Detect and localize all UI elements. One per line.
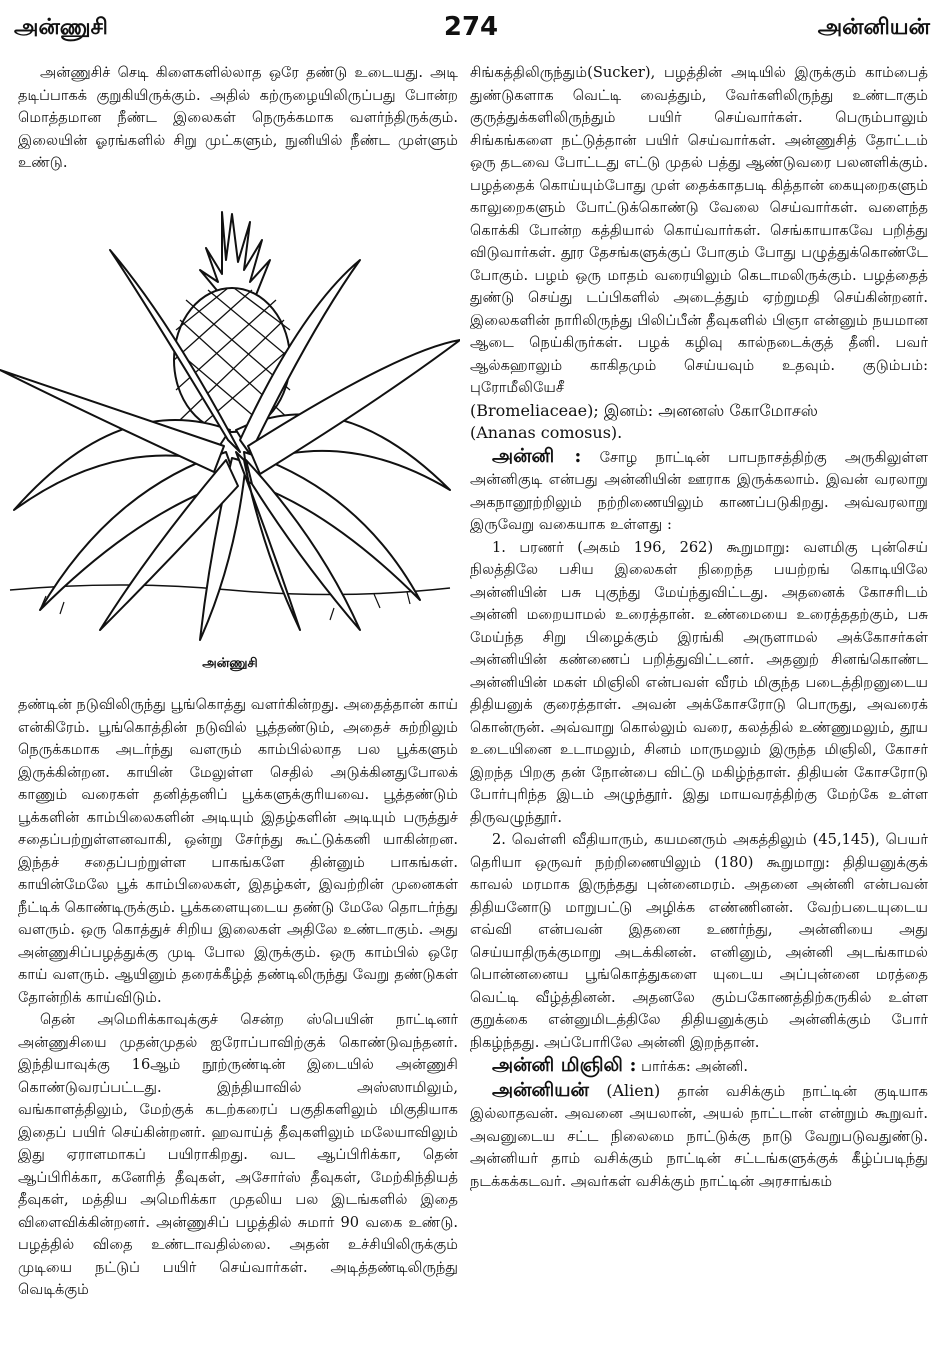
paragraph: தண்டின் நடுவிலிருந்து பூங்கொத்து வளர்கின்றது. அதைத்தான் காய் என்கிரேம். பூங்கொத்தின் நடுவில் பூத்தண்டும், அதைச் சுற்றிலும் நெருக்கமாக அடர்ந்து வளரும் காம்பில்லாத பல பூக்களும் இருக்கின்றன. காயின் மேலுள்ள செதில் அடுக்கினதுபோலக் காணும் வரைகள் தனித்தனிப் பூக்களுக்குரியவை. பூத்தண்டும் பூக்களின் காம்பிலைகளின் அடியும் இதழ்களின் அடியும் பருத்துச் சதைப்பற்றுள்ளனவாகி, ஒன்று சேர்ந்து கூட்டுக்கனி யாகின்றன. இந்தச் சதைப்பற்றுள்ள பாகங்களே தின்னும் பாகங்கள். காயின்மேலே பூக் காம்பிலைகள், இதழ்கள், இவற்றின் முனைகள் நீட்டிக் கொண்டிருக்கும். பூக்களையுடைய தண்டு மேலே தொடர்ந்து வளரும். ஒரு கொத்துச் சிறிய இலைகள் அதிலே உண்டாகும். அது அன்ணுசிப்பழத்துக்கு முடி போல இருக்கும். ஒரு காம்பில் ஒரே காய் வளரும். ஆயினும் தரைக்கீழ்த் தண்டிலிருந்து வேறு தண்டுகள் தோன்றிக் காய்விடும். <box>18 696 458 1006</box>
page-number: 274 <box>443 12 499 42</box>
english-term: (Alien) <box>606 1080 661 1100</box>
paragraph: தென் அமெரிக்காவுக்குச் சென்ற ஸ்பெயின் நாட்டினர் அன்ணுசியை முதன்முதல் ஐரோப்பாவிற்குக் கொண்டுவந்தனர். இந்தியாவுக்கு 16ஆம் நூற்ருண்டின் இடையில் அன்ணுசி கொண்டுவரப்பட்டது. இந்தியாவில் அஸ்ஸாமிலும், வங்காளத்திலும், மேற்குக் கடற்கரைப் பகுதிகளிலும் மிகுதியாக இதைப் பயிர் செய்கின்றனர். ஹவாய்த் தீவுகளிலும் மலேயாவிலும் இது ஏராளமாகப் பயிராகிறது. வட ஆப்பிரிக்கா, தென் ஆப்பிரிக்கா, கனேரித் தீவுகள், அசோர்ஸ் தீவுகள், மேற்கிந்தியத் தீவுகள், மத்திய அமெரிக்கா முதலிய பல இடங்களில் இதை விளைவிக்கின்றனர். அன்ணுசிப் பழத்தில் சுமார் 90 வகை உண்டு. பழத்தில் விதை உண்டாவதில்லை. அதன் உச்சியிலிருக்கும் முடியை நட்டுப் பயிர் செய்வார்கள். அடித்தண்டிலிருந்து வெடிக்கும் <box>18 1011 458 1298</box>
left-column-bottom <box>18 694 458 1302</box>
entry-heading-alien: அன்னியன் <box>492 1078 589 1101</box>
entry-text: பார்க்க: அன்னி. <box>641 1058 748 1075</box>
entry-text: சோழ நாட்டின் பாபநாசத்திற்கு அருகிலுள்ள அன்னிகுடி என்பது அன்னியின் ஊராக இருக்கலாம். இவன் வரலாறு அகநானூற்றிலும் நற்றிணையிலும் காணப்படுகிறது. அவ்வரலாறு இருவேறு வகையாக உள்ளது : <box>470 448 928 533</box>
entry-heading-annie: அன்னி : <box>492 444 582 467</box>
right-column <box>470 62 928 1193</box>
entry-text: தான் வசிக்கும் நாட்டின் குடியாக இல்லாதவன். அவனை அயலான், அயல் நாட்டான் என்றும் கூறுவர். அவனுடைய சட்ட நிலைமை நாட்டுக்கு நாடு வேறுபடுவதுண்டு. அன்னியர் தாம் வசிக்கும் நாட்டின் சட்டங்களுக்குக் கீழ்ப்படிந்து நடக்கக்கடவர். அவர்கள் வசிக்கும் நாட்டின் அரசாங்கம் <box>470 1082 929 1190</box>
paragraph: 1. பரணர் (அகம் 196, 262) கூறுமாறு: வளமிகு புன்செய் நிலத்திலே பசிய இலைகள் நிறைந்த பயற்றங் கொடியிலே அன்னியின் பசு புகுந்து மேய்ந்துவிட்டது. அதனைக் கோசரிடம் அன்னி மறையாமல் உரைத்தான். உண்மையை உரைத்ததற்கும், பசு மேய்ந்த சிறு பிழைக்கும் இரங்கி அருளாமல் அக்கோசர்கள் அன்னியின் கண்ணைப் பறித்துவிட்டனர். அதனுற் சினங்கொண்ட அன்னியின் மகள் மிஞிலி என்பவள் வீரம் மிகுந்த படைத்திறனுடைய திதியனுக் குரைத்தாள். அவன் அக்கோசரோடு பொருது, அவரைக் கொன்ருன். அவ்வாறு கொல்லும் வரை, கலத்தில் உண்ணுமலும், தூய உடையினை உடாமலும், சினம் மாருமலும் இருந்த மிஞிலி, கோசர் இறந்த பிறகு தன் நோன்பை விட்டு மகிழ்ந்தாள். திதியன் கோசரோடு போர்புரிந்த இடம் அழுந்தூர். இது மாயவரத்திற்கு மேற்கே உள்ள திருவழுந்தூர். <box>470 538 928 826</box>
running-head-left: அன்ணுசி <box>14 14 108 40</box>
left-column-top <box>18 62 458 175</box>
entry-heading-annie-minjili: அன்னி மிஞிலி : <box>492 1054 637 1076</box>
scientific-name-line: (Bromeliaceae); இனம்: அனனஸ் கோமோசஸ் <box>470 400 818 420</box>
scientific-name-line: (Ananas comosus). <box>470 423 623 442</box>
running-head-right: அன்னியன் <box>817 14 930 40</box>
paragraph: 2. வெள்ளி வீதியாரும், கயமனரும் அகத்திலும் (45,145), பெயர் தெரியா ஒருவர் நற்றிணையிலும் (180) கூறுமாறு: திதியனுக்குக் காவல் மரமாக இருந்தது புன்னைமரம். அதனை அன்னி என்பவன் திதியனோடு மாறுபட்டு அழிக்க எண்ணினன். வேற்படையுடைய எவ்வி என்பவன் இதனை உணர்ந்து, அன்னியை அது செய்யாதிருக்குமாறு அடக்கினன். எனினும், அன்னி அடங்காமல் பொன்னனைய பூங்கொத்துகளை யுடைய அப்புன்னை மரத்தை வெட்டி வீழ்த்தினன். அதனலே கும்பகோணத்திற்கருகில் உள்ள குறுக்கை என்னுமிடத்திலே திதியனுக்கும் அன்னிக்கும் போர் நிகழ்ந்தது. அப்போரிலே அன்னி இறந்தான். <box>470 831 928 1051</box>
paragraph: அன்ணுசிச் செடி கிளைகளில்லாத ஒரே தண்டு உடையது. அடி தடிப்பாகக் குறுகியிருக்கும். அதில் கற்ருழையிலிருப்பது போன்ற மொத்தமான நீண்ட இலைகள் நெருக்கமாக வளர்ந்திருக்கும். இலையின் ஓரங்களில் சிறு முட்களும், நுனியில் நீண்ட முள்ளும் உண்டு. <box>18 64 458 171</box>
paragraph: சிங்கத்திலிருந்தும்(Sucker), பழத்தின் அடியில் இருக்கும் காம்பைத் துண்டுகளாக வெட்டி வைத்தும், வேர்களிலிருந்து உண்டாகும் குருத்துக்களிலிருந்தும் பயிர் செய்வார்கள். பெரும்பாலும் சிங்கங்களை நட்டுத்தான் பயிர் செய்வார்கள். அன்ணுசித் தோட்டம் ஒரு தடவை போட்டது எட்டு முதல் பத்து ஆண்டுவரை பலனளிக்கும். பழத்தைக் கொய்யும்போது முள் தைக்காதபடி கித்தான் கையுறைகளும் காலுறைகளும் போட்டுக்கொண்டு வேலை செய்வார்கள். வளைந்த கொக்கி போன்ற கத்தியால் கொய்வார்கள். செங்காயாகவே பறித்து விடுவார்கள். தூர தேசங்களுக்குப் போகும் போது பழுத்துக்கொண்டே போகும். பழம் ஒரு மாதம் வரையிலும் கெடாமலிருக்கும். பழத்தைத் துண்டு செய்து டப்பிகளில் அடைத்தும் ஏற்றுமதி செய்கின்றனர். இலைகளின் நாரிலிருந்து பிலிப்பீன் தீவுகளில் பிஞா என்னும் நயமான ஆடை நெய்கிருர்கள். பழக் கழிவு கால்நடைக்குத் தீனி. பவர் ஆல்கஹாலும் காகிதமும் செய்யவும் உதவும். குடும்பம்: புரோமீலியேசீ <box>470 64 928 396</box>
figure-caption: அன்ணுசி <box>202 656 258 671</box>
page-header <box>0 0 942 50</box>
pineapple-illustration <box>0 190 460 650</box>
